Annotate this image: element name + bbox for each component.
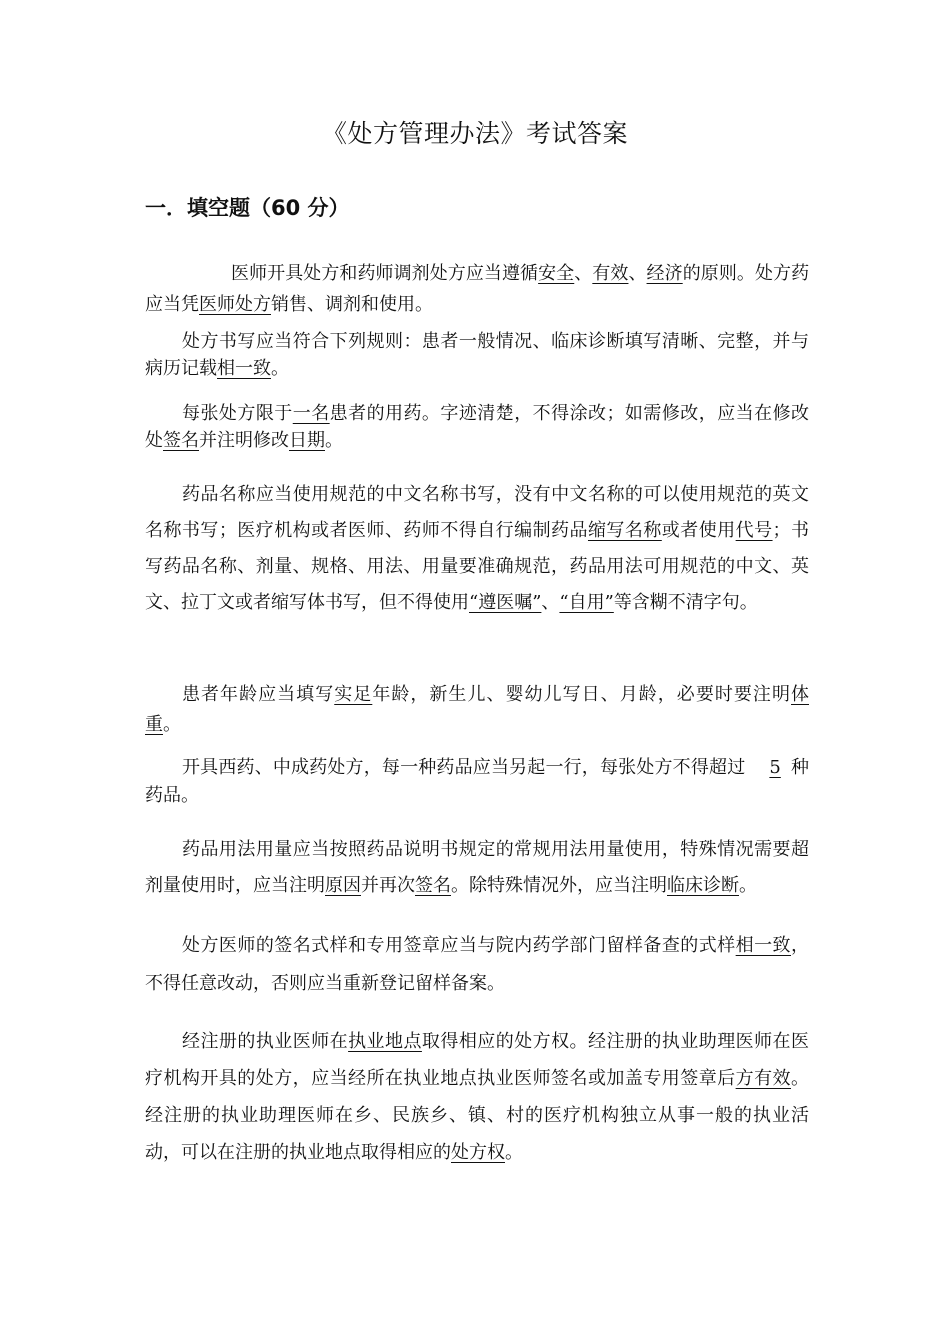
- answer-blank: 经济: [646, 263, 683, 284]
- text: 。: [325, 430, 343, 451]
- paragraph-2: [145, 328, 809, 382]
- answer-blank: 缩写名称: [587, 520, 662, 541]
- text: 、: [574, 263, 593, 284]
- text: 开具西药、中成药处方，每一种药品应当另起一行，每张处方不得超过: [182, 757, 746, 778]
- paragraph-5: [145, 680, 809, 740]
- text: 或者使用: [661, 520, 736, 541]
- answer-blank: 相一致: [735, 935, 792, 956]
- answer-blank: 执业地点: [348, 1031, 422, 1052]
- paragraph-6: [145, 754, 809, 810]
- answer-blank: 签名: [415, 875, 451, 896]
- text: 药品名称应当使用规范的中文名称书写，没有中文名称的可以使用规范的英文名称书写；医疗机构或者医师、药师不得自行编制药品: [145, 484, 809, 541]
- answer-blank: 临床诊断: [667, 875, 739, 896]
- answer-blank: “自用”: [559, 592, 614, 613]
- text: 每张处方限于: [182, 403, 293, 424]
- text: 处方书写应当符合下列规则：患者一般情况、临床诊断填写清晰、完整，并与病历记载: [145, 331, 809, 379]
- text: 。: [163, 714, 181, 735]
- paragraph-7: [145, 832, 809, 904]
- text: 患者的用药。字迹清楚，不得涂改；如需修改，应当在修改处: [145, 403, 810, 451]
- paragraph-3: [145, 400, 809, 454]
- paragraph-9: [145, 1023, 809, 1171]
- answer-blank: 体重: [145, 684, 809, 735]
- answer-blank: 处方权: [451, 1142, 505, 1163]
- answer-blank: 有效: [592, 263, 629, 284]
- text: 等含糊不清字句。: [613, 592, 758, 613]
- text: 经注册的执业医师在: [182, 1031, 349, 1052]
- text: 。除特殊情况外，应当注明: [451, 875, 667, 896]
- answer-blank: 日期: [289, 430, 325, 451]
- text: 取得相应的处方权。经注册的执业助理医师在医疗机构开具的处方，应当经所在执业地点执业医师签名或加盖专用签章后: [145, 1031, 810, 1089]
- answer-blank: 一名: [292, 403, 330, 424]
- text: 患者年龄应当填写: [182, 684, 335, 705]
- answer-blank: 签名: [163, 430, 199, 451]
- text: 的原则。处方药应当凭: [145, 263, 810, 315]
- section-heading: 一．填空题（60 分）: [145, 196, 350, 220]
- text: 销售、调剂和使用。: [271, 294, 433, 315]
- answer-blank: “遵医嘱”: [469, 592, 542, 613]
- answer-blank: 5: [769, 757, 781, 778]
- text: 。: [739, 875, 757, 896]
- page-title: 《处方管理办法》考试答案: [321, 119, 628, 148]
- text: 药品用法用量应当按照药品说明书规定的常规用法用量使用，特殊情况需要超剂量使用时，应当注明: [145, 839, 809, 896]
- text: 并注明修改: [199, 430, 289, 451]
- answer-blank: 代号: [735, 520, 773, 541]
- paragraph-1: [145, 258, 809, 320]
- answer-blank: 医师处方: [199, 294, 271, 315]
- text: 年龄，新生儿、婴幼儿写日、月龄，必要时要注明: [372, 684, 791, 705]
- text: ；书写药品名称、剂量、规格、用法、用量要准确规范，药品用法可用规范的中文、英文、拉丁文或者缩写体书写，但不得使用: [145, 520, 810, 613]
- paragraph-4: [145, 477, 809, 621]
- text: 并再次: [361, 875, 415, 896]
- text: 。: [505, 1142, 523, 1163]
- text: 、: [541, 592, 560, 613]
- paragraph-8: [145, 927, 809, 1003]
- answer-blank: 相一致: [217, 358, 271, 379]
- text: 。经注册的执业助理医师在乡、民族乡、镇、村的医疗机构独立从事一般的执业活动，可以在注册的执业地点取得相应的: [145, 1068, 809, 1163]
- text: 处方医师的签名式样和专用签章应当与院内药学部门留样备查的式样: [182, 935, 736, 956]
- answer-blank: 安全: [538, 263, 575, 284]
- text: 医师开具处方和药师调剂处方应当遵循: [231, 263, 539, 284]
- text: 。: [271, 358, 289, 379]
- text: 种药品。: [145, 757, 810, 806]
- answer-blank: 实足: [334, 684, 373, 705]
- text: ，不得任意改动，否则应当重新登记留样备案。: [145, 935, 810, 994]
- answer-blank: 原因: [325, 875, 361, 896]
- text: 、: [628, 263, 647, 284]
- answer-blank: 方有效: [735, 1068, 791, 1089]
